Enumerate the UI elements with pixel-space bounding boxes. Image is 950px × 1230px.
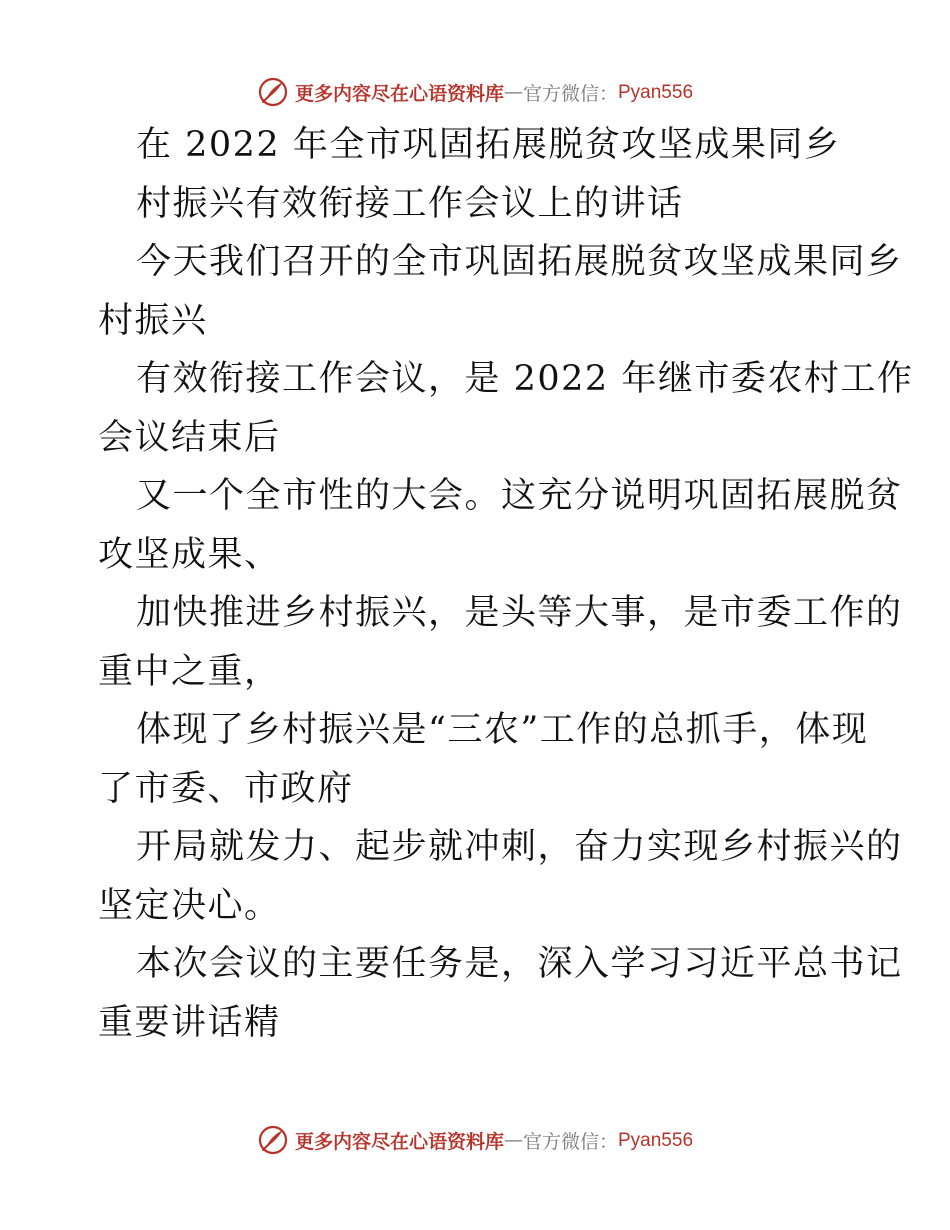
paragraph-line: 村振兴 bbox=[98, 300, 208, 341]
paragraph-line: 开局就发力、起步就冲刺，奋力实现乡村振兴的 bbox=[136, 827, 903, 867]
header-watermark-banner bbox=[0, 72, 950, 112]
feather-quill-icon bbox=[257, 76, 289, 108]
document-body bbox=[98, 116, 914, 1052]
paragraph-line: 坚定决心。 bbox=[98, 885, 281, 926]
document-title-line-1: 在 2022 年全市巩固拓展脱贫攻坚成果同乡 bbox=[136, 125, 841, 165]
banner-wechat-handle: Pyan556 bbox=[618, 1129, 694, 1151]
paragraph-line: 又一个全市性的大会。这充分说明巩固拓展脱贫 bbox=[136, 476, 903, 516]
document-title-line-2: 村振兴有效衔接工作会议上的讲话 bbox=[136, 183, 684, 224]
paragraph-line: 了市委、市政府 bbox=[98, 768, 354, 809]
paragraph-line: 攻坚成果、 bbox=[98, 534, 281, 575]
banner-wechat-label: 官方微信： bbox=[522, 82, 618, 105]
paragraph-line: 今天我们召开的全市巩固拓展脱贫攻坚成果同乡 bbox=[136, 242, 903, 282]
paragraph-line: 重要讲话精 bbox=[98, 1002, 281, 1043]
banner-dash: — bbox=[503, 1129, 523, 1151]
paragraph-line: 体现了乡村振兴是“三农”工作的总抓手，体现 bbox=[136, 710, 869, 750]
banner-site-name: 更多内容尽在心语资料库 bbox=[294, 1130, 504, 1153]
paragraph-line: 有效衔接工作会议，是 2022 年继市委农村工作 bbox=[136, 359, 914, 399]
paragraph-line: 加快推进乡村振兴，是头等大事，是市委工作的 bbox=[136, 593, 903, 633]
banner-wechat-label: 官方微信： bbox=[522, 1130, 618, 1153]
paragraph-line: 会议结束后 bbox=[98, 417, 281, 458]
paragraph-line: 重中之重， bbox=[98, 651, 281, 692]
banner-site-name: 更多内容尽在心语资料库 bbox=[294, 82, 504, 105]
paragraph-line: 本次会议的主要任务是，深入学习习近平总书记 bbox=[136, 944, 903, 984]
footer-watermark-banner bbox=[0, 1120, 950, 1160]
feather-quill-icon bbox=[257, 1124, 289, 1156]
banner-dash: — bbox=[503, 81, 523, 103]
banner-wechat-handle: Pyan556 bbox=[618, 81, 694, 103]
